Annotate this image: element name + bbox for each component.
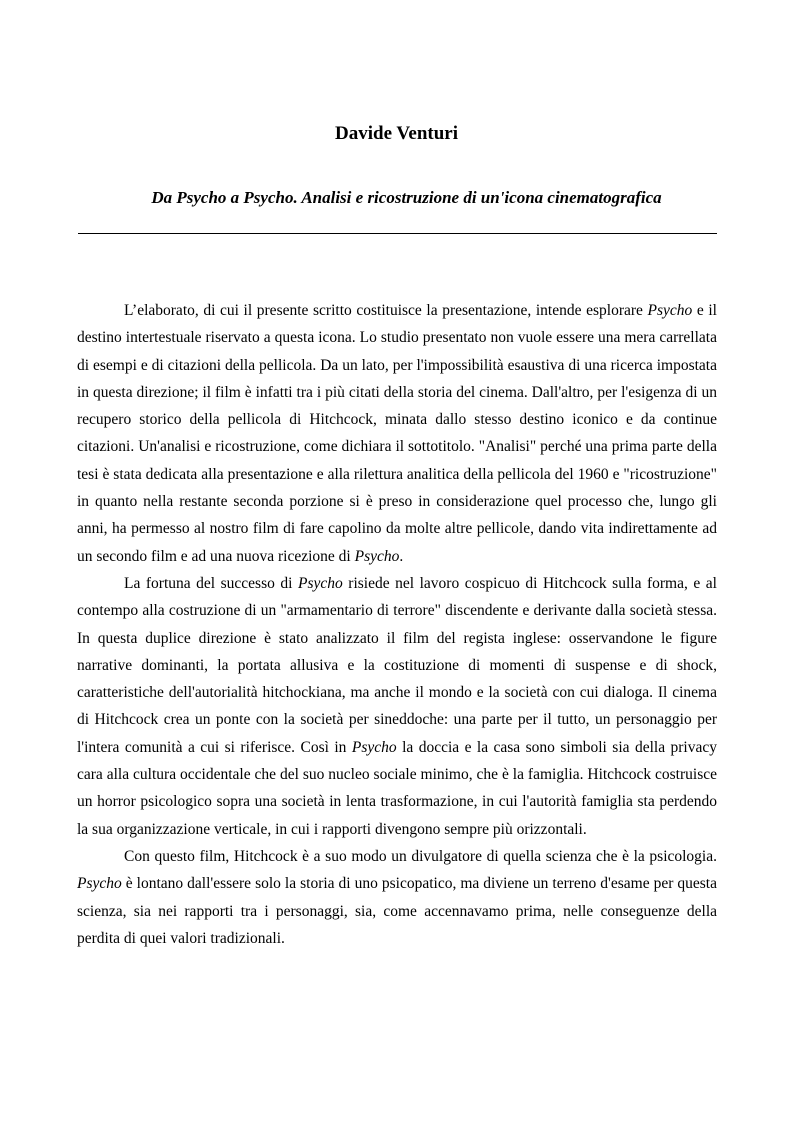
text-run: la doccia e la casa sono simboli sia della privacy cara alla cultura occidentale che del suo nucleo sociale minimo, che è la famiglia. Hitchcock costruisce un horror psicologico sopra una società in lenta trasformazione, in cui l'autorità famiglia sta perdendo la sua organizzazione verticale, in cui i rapporti divengono sempre più orizzontali. xyxy=(77,738,717,838)
paragraph-1 xyxy=(77,297,717,570)
document-title: Da Psycho a Psycho. Analisi e ricostruzione di un'icona cinematografica xyxy=(151,188,662,207)
italic-title-run: Psycho xyxy=(298,574,343,592)
text-run: è lontano dall'essere solo la storia di uno psicopatico, ma diviene un terreno d'esame per questa scienza, sia nei rapporti tra i personaggi, sia, come accennavamo prima, nelle conseguenze della perdita di quei valori tradizionali. xyxy=(77,875,717,947)
text-run: Con questo film, Hitchcock è a suo modo un divulgatore di quella scienza che è la psicologia. xyxy=(124,847,717,865)
header-divider xyxy=(78,233,717,234)
text-run: e il destino intertestuale riservato a questa icona. Lo studio presentato non vuole essere una mera carrellata di esempi e di citazioni della pellicola. Da un lato, per l'impossibilità esaustiva di una ricerca impostata in questa direzione; il film è infatti tra i più citati della storia del cinema. Dall'altro, per l'esigenza di un recupero storico della pellicola di Hitchcock, minata dallo stesso destino iconico e da continue citazioni. Un'analisi e ricostruzione, come dichiara il sottotitolo. "Analisi" perché una prima parte della tesi è stata dedicata alla presentazione e alla rilettura analitica della pellicola del 1960 e "ricostruzione" in quanto nella restante seconda porzione si è preso in considerazione quel processo che, lungo gli anni, ha permesso al nostro film di fare capolino da molte altre pellicole, dando vita indirettamente ad un secondo film e ad una nuova ricezione di xyxy=(77,302,717,565)
text-run: La fortuna del successo di xyxy=(124,574,298,592)
paragraph-3 xyxy=(77,843,717,952)
italic-title-run: Psycho xyxy=(77,875,122,893)
text-run: . xyxy=(399,547,404,565)
paragraph-2 xyxy=(77,570,717,843)
text-run: risiede nel lavoro cospicuo di Hitchcock sulla forma, e al contempo alla costruzione di un "armamentario di terrore" discendente e derivante dalla società stessa. In questa duplice direzione è stato analizzato il film del regista inglese: osservandone le figure narrative dominanti, la portata allusiva e la costituzione di momenti di suspense e di shock, caratteristiche dell'autorialità hitchockiana, ma anche il mondo e la società con cui dialoga. Il cinema di Hitchcock crea un ponte con la società per sineddoche: una parte per il tutto, un personaggio per l'intera comunità a cui si riferisce. Così in xyxy=(77,574,717,756)
author-name: Davide Venturi xyxy=(335,123,458,144)
italic-title-run: Psycho xyxy=(351,738,397,756)
body-text xyxy=(77,297,717,952)
italic-title-run: Psycho xyxy=(647,302,693,319)
text-run: L’elaborato, di cui il presente scritto costituisce la presentazione, intende esplorare xyxy=(124,302,648,319)
italic-title-run: Psycho xyxy=(354,547,400,565)
